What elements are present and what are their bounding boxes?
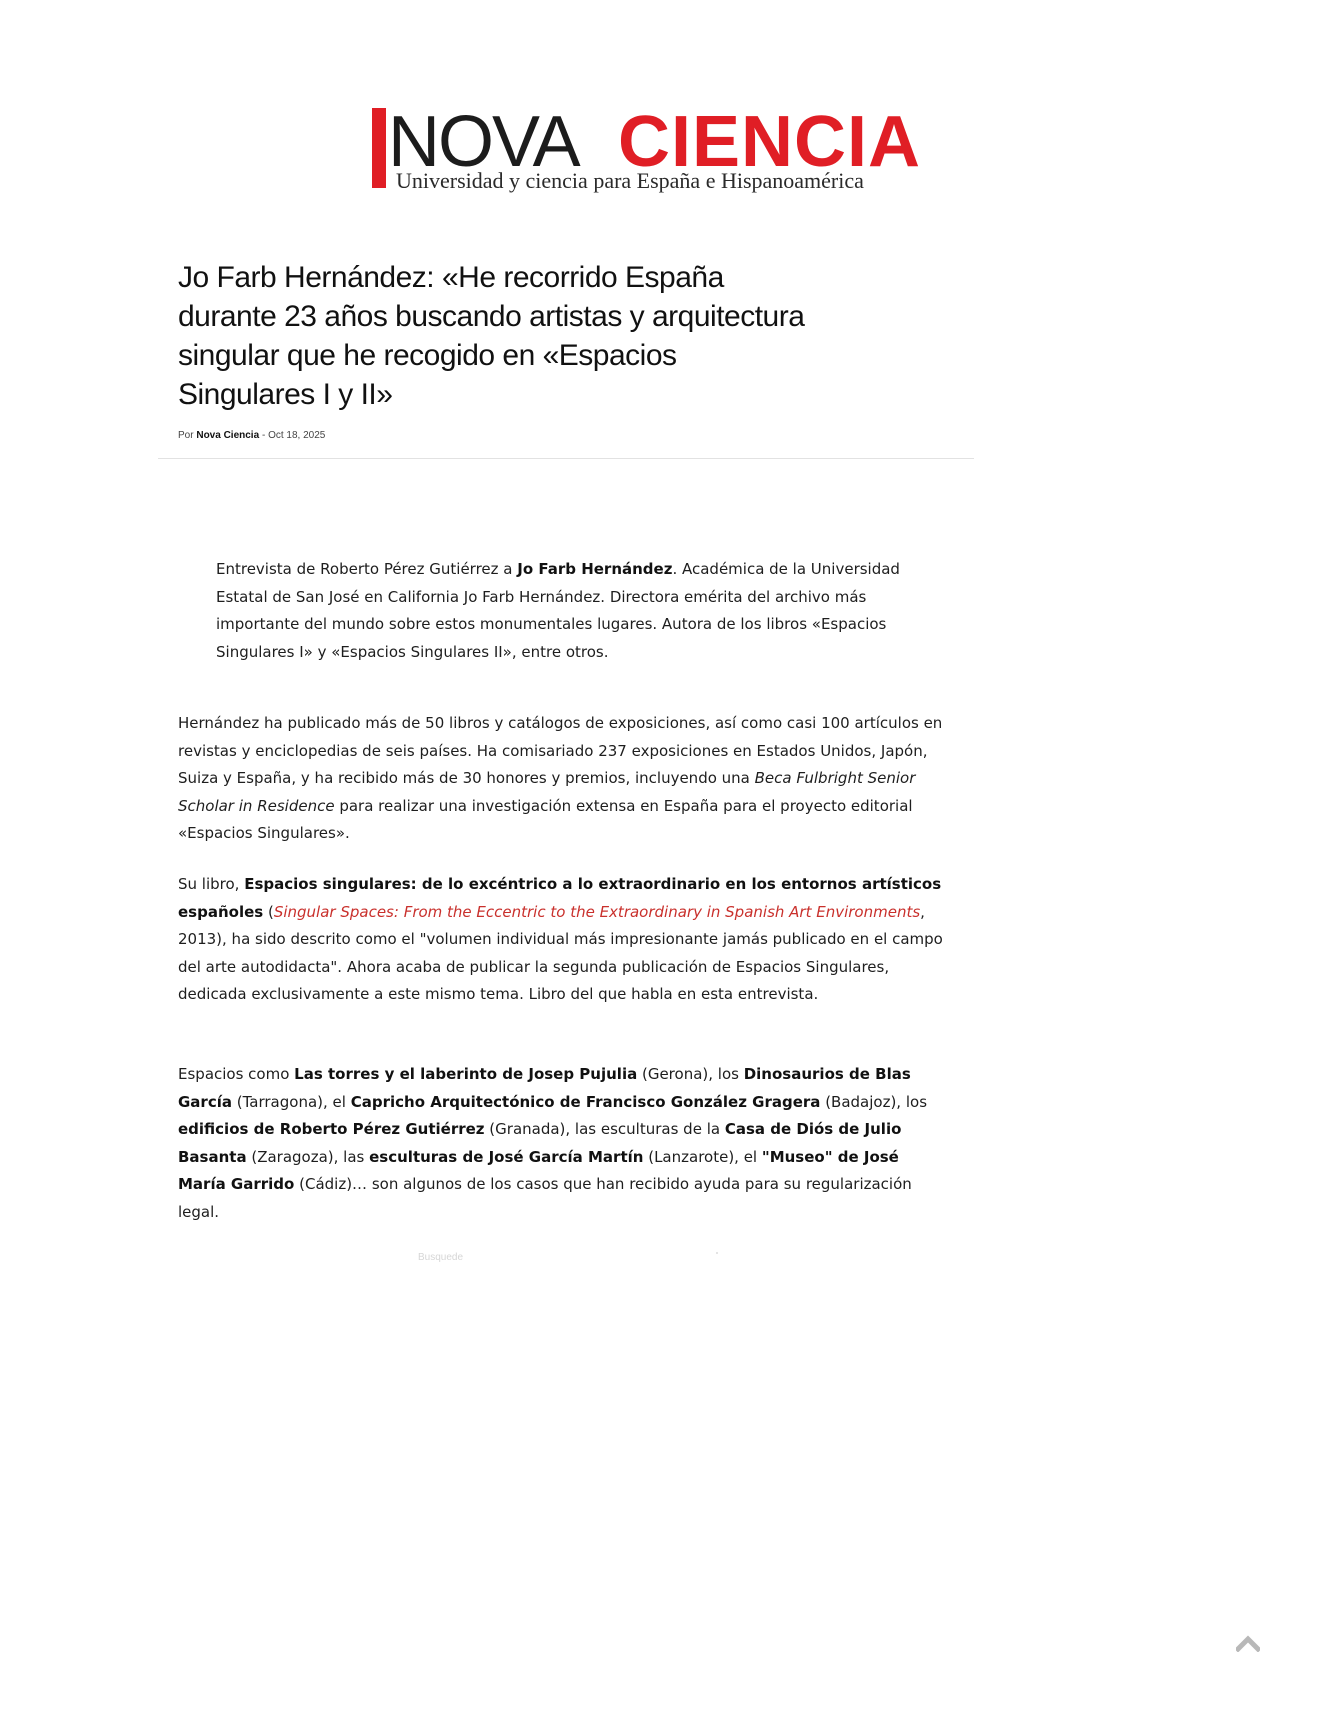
paragraph-text: Su libro, bbox=[178, 875, 245, 893]
place-name: edificios de Roberto Pérez Gutiérrez bbox=[178, 1120, 485, 1138]
body-paragraph-3 bbox=[178, 1061, 950, 1226]
paragraph-text: (Lanzarote), el bbox=[643, 1147, 762, 1166]
paragraph-text: (Tarragona), el bbox=[232, 1092, 351, 1111]
intro-text: Entrevista de Roberto Pérez Gutiérrez a bbox=[216, 560, 518, 578]
header-divider bbox=[158, 458, 974, 459]
paragraph-text: Hernández ha publicado más de 50 libros y catálogos de exposiciones, así como casi 100 artículos en revistas y enciclopedias de seis países. Ha comisariado 237 exposiciones en Estados Unidos, Japón, Suiza y España, y ha recibido más de 30 honores y premios, incluyendo una bbox=[178, 714, 943, 787]
paragraph-text: (Badajoz), los bbox=[820, 1092, 928, 1111]
paragraph-text: Espacios como bbox=[178, 1065, 295, 1083]
place-name: esculturas de José García Martín bbox=[369, 1147, 644, 1166]
byline bbox=[178, 430, 325, 442]
logo-ciencia: CIENCIA bbox=[618, 102, 922, 182]
paragraph-text: (Cádiz)… son algunos de los casos que han recibido ayuda para su regularización legal. bbox=[178, 1175, 912, 1221]
place-name: Las torres y el laberinto de Josep Pujulia bbox=[294, 1065, 638, 1083]
paragraph-text: , 2013), ha sido descrito como el "volumen individual más impresionante jamás publicado en el campo del arte autodidacta". Ahora acaba de publicar la segunda publicación de Espacios Singulares, dedicada exclusivamente a este mismo tema. Libro del que habla en esta entrevista. bbox=[178, 902, 943, 1003]
body-paragraph-1 bbox=[178, 710, 950, 848]
byline-date: Oct 18, 2025 bbox=[268, 430, 326, 441]
place-name: Casa de Diós de Julio Basanta bbox=[178, 1120, 902, 1166]
paragraph-text: (Granada), las esculturas de la bbox=[484, 1120, 725, 1138]
logo-tagline: Universidad y ciencia para España e Hispanoamérica bbox=[396, 168, 864, 193]
body-paragraph-2 bbox=[178, 871, 950, 1009]
logo-nova: NOVA bbox=[388, 102, 579, 182]
intro-bold-name: Jo Farb Hernández bbox=[517, 560, 673, 578]
faint-text: Busquede bbox=[418, 1252, 464, 1263]
byline-prefix: Por bbox=[178, 430, 194, 441]
book-title: Espacios singulares: de lo excéntrico a lo extraordinario en los entornos artísticos españoles bbox=[178, 875, 942, 921]
book-link[interactable]: Singular Spaces: From the Eccentric to the Extraordinary in Spanish Art Environments bbox=[273, 902, 921, 921]
byline-separator: - bbox=[261, 430, 266, 441]
scroll-to-top-button[interactable] bbox=[1236, 1634, 1260, 1652]
place-name: "Museo" de José María Garrido bbox=[178, 1147, 899, 1193]
intro-paragraph bbox=[216, 556, 906, 666]
faint-dot bbox=[716, 1252, 718, 1254]
site-logo[interactable] bbox=[372, 104, 964, 196]
paragraph-italic: Beca Fulbright Senior Scholar in Residence bbox=[178, 769, 916, 815]
paragraph-text: (Gerona), los bbox=[637, 1065, 744, 1083]
paragraph-text: para realizar una investigación extensa en España para el proyecto editorial «Espacios Singulares». bbox=[178, 796, 913, 842]
place-name: Capricho Arquitectónico de Francisco González Gragera bbox=[350, 1092, 821, 1111]
chevron-up-icon bbox=[1236, 1634, 1260, 1652]
byline-author[interactable]: Nova Ciencia bbox=[196, 430, 260, 441]
article-title: Jo Farb Hernández: «He recorrido España durante 23 años buscando artistas y arquitectura singular que he recogido en «Espacios Singulares I y II» bbox=[178, 261, 805, 411]
place-name: Dinosaurios de Blas García bbox=[178, 1065, 911, 1111]
intro-text: . Académica de la Universidad Estatal de San José en California Jo Farb Hernández. Directora emérita del archivo más importante del mundo sobre estos monumentales lugares. Autora de los libros «Espacios Singulares I» y «Espacios Singulares II», entre otros. bbox=[216, 560, 900, 661]
paragraph-text: ( bbox=[263, 902, 274, 921]
paragraph-text: (Zaragoza), las bbox=[246, 1147, 370, 1166]
logo-bar bbox=[372, 108, 386, 188]
